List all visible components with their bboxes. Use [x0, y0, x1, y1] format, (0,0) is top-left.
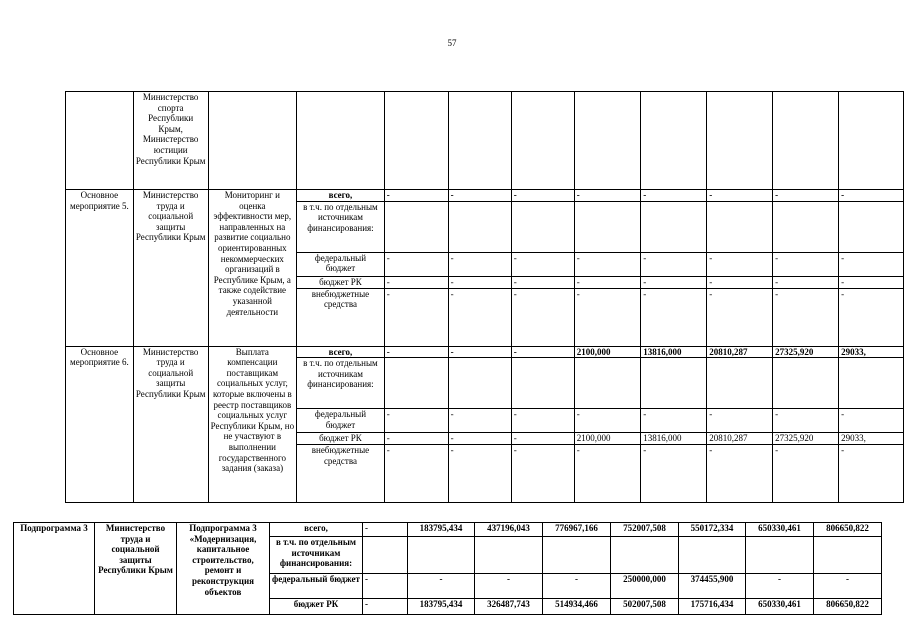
empty-cell — [66, 92, 134, 190]
value-cell — [511, 358, 574, 409]
value-cell: 29033, — [839, 346, 904, 358]
empty-cell — [448, 92, 511, 190]
value-cell — [707, 358, 773, 409]
value-cell: - — [448, 252, 511, 276]
value-cell: - — [384, 409, 448, 433]
value-cell: 13816,000 — [641, 433, 707, 445]
description-cell: Подпрограмма 3 «Модернизация, капитальное строительство, ремонт и реконструкция объектов — [177, 523, 270, 615]
value-cell: - — [773, 276, 839, 288]
description-cell: Выплата компенсации поставщикам социальных услуг, которые включены в реестр поставщиков социальных услуг Республики Крым, но не участвуют в выполнении государственного задания (заказа) — [208, 346, 297, 503]
empty-cell — [208, 92, 297, 190]
value-cell: 29033, — [839, 433, 904, 445]
value-cell: - — [773, 445, 839, 503]
value-cell — [543, 537, 611, 574]
funding-source-label: бюджет РК — [297, 433, 385, 445]
value-cell — [641, 201, 707, 252]
carry-over-row — [66, 92, 904, 190]
value-cell: - — [641, 190, 707, 202]
value-cell: - — [384, 276, 448, 288]
upper-funding-table — [65, 91, 904, 503]
value-cell: - — [574, 252, 641, 276]
value-cell: - — [773, 252, 839, 276]
value-cell — [475, 537, 543, 574]
value-cell: 776967,166 — [543, 523, 611, 537]
value-cell: - — [384, 190, 448, 202]
value-cell: - — [839, 445, 904, 503]
empty-cell — [773, 92, 839, 190]
value-cell: 650330,461 — [746, 523, 814, 537]
value-cell: - — [448, 409, 511, 433]
funding-source-label: федеральный бюджет — [297, 252, 385, 276]
value-cell: 2100,000 — [574, 433, 641, 445]
empty-cell — [707, 92, 773, 190]
value-cell: - — [839, 409, 904, 433]
value-cell — [384, 201, 448, 252]
value-cell: - — [448, 346, 511, 358]
value-cell: - — [773, 409, 839, 433]
value-cell: - — [773, 288, 839, 346]
value-cell: 650330,461 — [746, 599, 814, 615]
funding-source-label: в т.ч. по отдельным источникам финансирования: — [297, 358, 385, 409]
executor-cell: Министерство труда и социальной защиты Республики Крым — [133, 346, 208, 503]
value-cell: - — [511, 445, 574, 503]
value-cell — [773, 201, 839, 252]
table-row — [66, 346, 904, 358]
value-cell: - — [574, 276, 641, 288]
value-cell: 175716,434 — [679, 599, 746, 615]
value-cell — [363, 537, 408, 574]
value-cell: - — [511, 190, 574, 202]
value-cell: - — [574, 445, 641, 503]
value-cell — [448, 358, 511, 409]
value-cell: - — [511, 288, 574, 346]
value-cell — [408, 537, 475, 574]
funding-source-label: федеральный бюджет — [270, 574, 363, 599]
value-cell: - — [707, 445, 773, 503]
value-cell: - — [511, 276, 574, 288]
value-cell — [511, 201, 574, 252]
page-number: 57 — [447, 38, 457, 48]
value-cell — [384, 358, 448, 409]
funding-source-label: федеральный бюджет — [297, 409, 385, 433]
value-cell: - — [448, 288, 511, 346]
value-cell: 27325,920 — [773, 433, 839, 445]
value-cell: - — [448, 190, 511, 202]
executor-cell: Министерство спорта Республики Крым, Министерство юстиции Республики Крым — [133, 92, 208, 190]
value-cell: - — [511, 346, 574, 358]
value-cell: - — [746, 574, 814, 599]
value-cell — [679, 537, 746, 574]
value-cell: 20810,287 — [707, 346, 773, 358]
value-cell — [746, 537, 814, 574]
event-cell: Основное мероприятие 5. — [66, 190, 134, 347]
value-cell: - — [641, 252, 707, 276]
empty-cell — [839, 92, 904, 190]
value-cell: 326487,743 — [475, 599, 543, 615]
value-cell: - — [511, 409, 574, 433]
value-cell: 183795,434 — [408, 523, 475, 537]
value-cell — [839, 201, 904, 252]
funding-source-label: внебюджетные средства — [297, 445, 385, 503]
value-cell: 806650,822 — [814, 599, 882, 615]
value-cell — [814, 537, 882, 574]
subprogram-3-table — [13, 522, 882, 615]
value-cell: - — [363, 599, 408, 615]
value-cell: - — [363, 574, 408, 599]
value-cell: - — [641, 445, 707, 503]
empty-cell — [574, 92, 641, 190]
funding-source-label: бюджет РК — [270, 599, 363, 615]
value-cell: 2100,000 — [574, 346, 641, 358]
value-cell: - — [363, 523, 408, 537]
value-cell: - — [839, 190, 904, 202]
executor-cell: Министерство труда и социальной защиты Республики Крым — [133, 190, 208, 347]
value-cell: - — [707, 288, 773, 346]
funding-source-label: всего, — [270, 523, 363, 537]
value-cell: - — [839, 252, 904, 276]
value-cell: 20810,287 — [707, 433, 773, 445]
value-cell — [611, 537, 679, 574]
value-cell: - — [641, 409, 707, 433]
value-cell: - — [574, 409, 641, 433]
program-cell: Подпрограмма 3 — [14, 523, 95, 615]
funding-source-label: бюджет РК — [297, 276, 385, 288]
value-cell: - — [641, 288, 707, 346]
value-cell: - — [408, 574, 475, 599]
value-cell: 183795,434 — [408, 599, 475, 615]
value-cell — [773, 358, 839, 409]
value-cell: - — [574, 190, 641, 202]
value-cell — [574, 201, 641, 252]
value-cell: 550172,334 — [679, 523, 746, 537]
value-cell: - — [511, 433, 574, 445]
value-cell: - — [511, 252, 574, 276]
value-cell: - — [384, 252, 448, 276]
value-cell — [574, 358, 641, 409]
funding-source-label: внебюджетные средства — [297, 288, 385, 346]
value-cell: 806650,822 — [814, 523, 882, 537]
value-cell — [641, 358, 707, 409]
value-cell: - — [773, 190, 839, 202]
value-cell: - — [707, 409, 773, 433]
value-cell — [448, 201, 511, 252]
value-cell: 374455,900 — [679, 574, 746, 599]
value-cell: - — [814, 574, 882, 599]
funding-source-label: всего, — [297, 190, 385, 202]
value-cell: 502007,508 — [611, 599, 679, 615]
value-cell: - — [543, 574, 611, 599]
value-cell: - — [839, 288, 904, 346]
value-cell: - — [384, 346, 448, 358]
value-cell: - — [448, 445, 511, 503]
table-row — [14, 523, 882, 537]
value-cell: 13816,000 — [641, 346, 707, 358]
empty-cell — [511, 92, 574, 190]
value-cell: - — [839, 276, 904, 288]
value-cell: 27325,920 — [773, 346, 839, 358]
empty-cell — [384, 92, 448, 190]
value-cell: - — [707, 252, 773, 276]
value-cell: - — [707, 190, 773, 202]
value-cell: - — [448, 276, 511, 288]
empty-cell — [641, 92, 707, 190]
value-cell: - — [384, 445, 448, 503]
empty-cell — [297, 92, 385, 190]
value-cell: 250000,000 — [611, 574, 679, 599]
value-cell: 437196,043 — [475, 523, 543, 537]
executor-cell: Министерство труда и социальной защиты Республики Крым — [95, 523, 177, 615]
value-cell: - — [384, 288, 448, 346]
value-cell: - — [448, 433, 511, 445]
value-cell: - — [574, 288, 641, 346]
description-cell: Мониторинг и оценка эффективности мер, направленных на развитие социально ориентированных некоммерческих организаций в Республике Крым, а также содействие указанной деятельности — [208, 190, 297, 347]
value-cell — [707, 201, 773, 252]
value-cell: - — [707, 276, 773, 288]
value-cell: - — [475, 574, 543, 599]
funding-source-label: в т.ч. по отдельным источникам финансирования: — [270, 537, 363, 574]
event-cell: Основное мероприятие 6. — [66, 346, 134, 503]
value-cell: 514934,466 — [543, 599, 611, 615]
value-cell: - — [384, 433, 448, 445]
value-cell: - — [641, 276, 707, 288]
funding-source-label: всего, — [297, 346, 385, 358]
value-cell — [839, 358, 904, 409]
value-cell: 752007,508 — [611, 523, 679, 537]
funding-source-label: в т.ч. по отдельным источникам финансирования: — [297, 201, 385, 252]
table-row — [66, 190, 904, 202]
